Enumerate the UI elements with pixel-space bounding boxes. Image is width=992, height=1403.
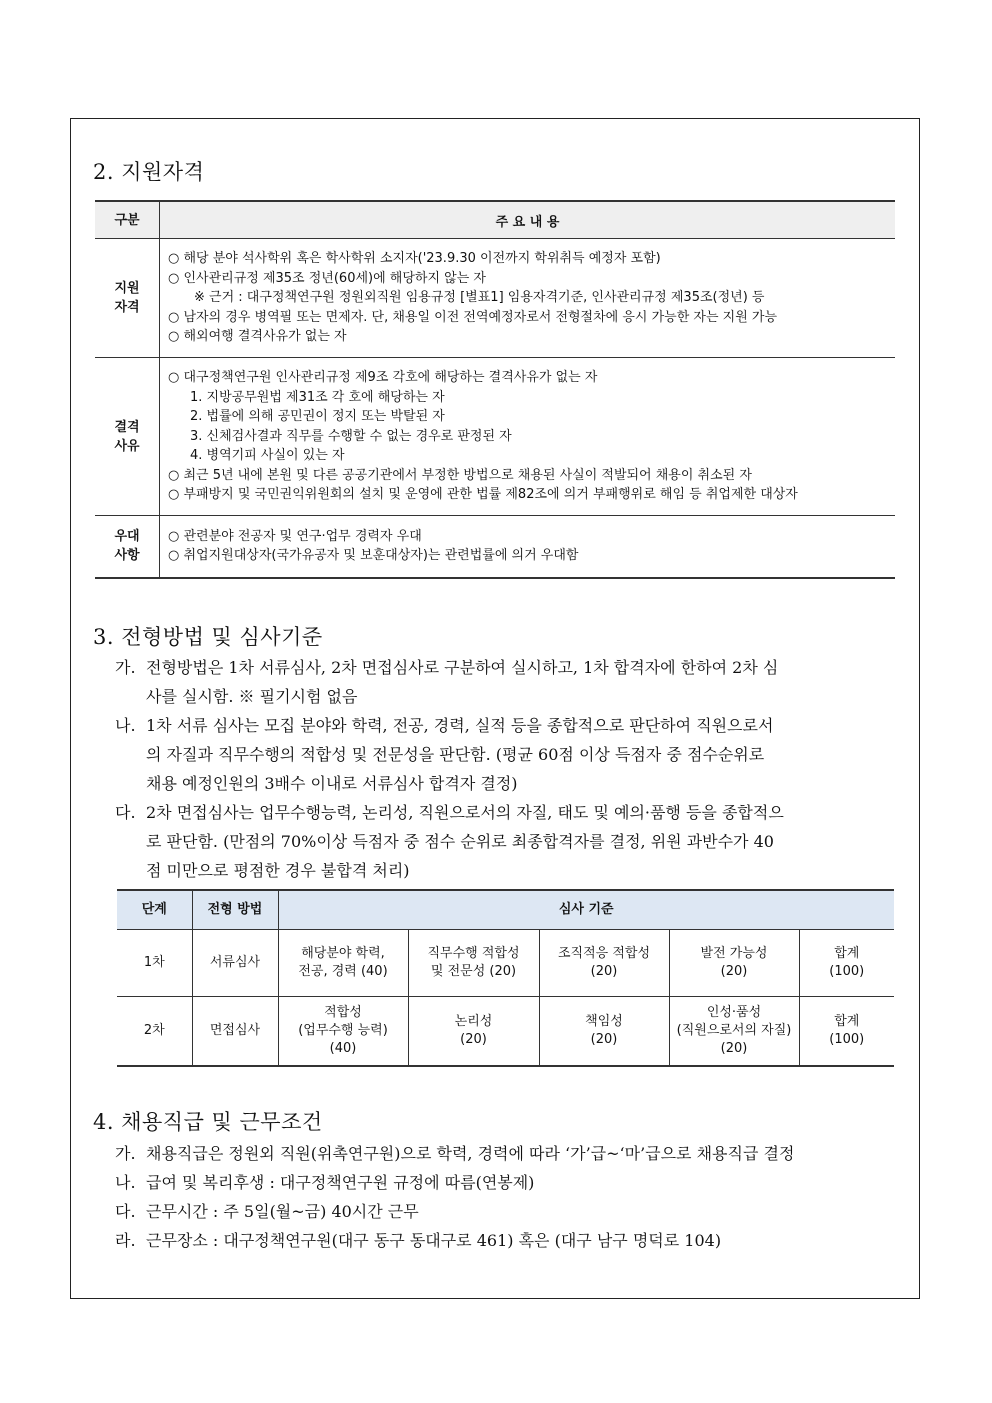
qualification-items [160, 239, 896, 358]
qualification-header-row [95, 201, 895, 239]
criteria-body [117, 930, 894, 1066]
criteria-method: 면접심사 [192, 997, 278, 1066]
condition-text: 채용직급은 정원외 직원(위촉연구원)으로 학력, 경력에 따라 ‘가’급~‘마’급으로 채용직급 결정 [146, 1144, 795, 1163]
criteria-cell [799, 997, 894, 1066]
criteria-cell-line: 조직적응 적합성 [557, 946, 651, 961]
criteria-cell-line: 전공, 경력 (40) [298, 964, 388, 979]
paragraph-line [115, 653, 895, 682]
criteria-header-method: 전형 방법 [192, 890, 278, 930]
qualification-item: ○ 관련분야 전공자 및 연구·업무 경력자 우대 [168, 528, 422, 544]
criteria-cell-line: 발전 가능성 [700, 946, 768, 961]
criteria-cell-line: 논리성 [454, 1013, 493, 1029]
criteria-row [117, 997, 894, 1066]
header-content: 주 요 내 용 [160, 201, 896, 239]
qualification-row [95, 239, 895, 358]
criteria-cell [408, 930, 539, 997]
criteria-cell-line: (40) [329, 1040, 357, 1056]
criteria-cell-line: (20) [720, 1040, 748, 1056]
qualification-item: ※ 근거 : 대구정책연구원 정원외직원 임용규정 [별표1] 임용자격기준, 인사관리규정 제35조(정년) 등 [194, 290, 765, 306]
criteria-cell [278, 997, 408, 1066]
section-2-title: 2. 지원자격 [93, 160, 205, 184]
paragraph-continuation: 채용 예정인원의 3배수 이내로 서류심사 합격자 결정) [146, 774, 518, 793]
condition-marker: 나. [115, 1173, 136, 1192]
criteria-cell [669, 930, 799, 997]
qualification-item: ○ 취업지원대상자(국가유공자 및 보훈대상자)는 관련법률에 의거 우대함 [168, 548, 579, 564]
qualification-body [95, 239, 895, 578]
header-category: 구분 [95, 201, 160, 239]
criteria-cell [539, 997, 669, 1066]
qualification-items [160, 358, 896, 516]
condition-text: 근무시간 : 주 5일(월~금) 40시간 근무 [146, 1202, 419, 1221]
section-4-items [115, 1139, 895, 1255]
qualification-item: 1. 지방공무원법 제31조 각 호에 해당하는 자 [190, 389, 445, 405]
criteria-cell-line: (직원으로서의 자질) [676, 1022, 792, 1038]
qualification-item: ○ 남자의 경우 병역필 또는 면제자. 단, 채용일 이전 전역예정자로서 전형절차에 응시 가능한 자는 지원 가능 [168, 309, 778, 325]
condition-marker: 라. [115, 1231, 136, 1250]
qualification-item: ○ 해당 분야 석사학위 혹은 학사학위 소지자('23.9.30 이전까지 학위취득 예정자 포함) [168, 251, 661, 267]
criteria-cell-line: 합계 [834, 1013, 860, 1029]
paragraph-text: 전형방법은 1차 서류심사, 2차 면접심사로 구분하여 실시하고, 1차 합격자에 한하여 2차 심 [146, 658, 779, 677]
criteria-cell-line: 및 전문성 (20) [430, 964, 517, 979]
criteria-cell-line: (20) [460, 1031, 487, 1047]
qualification-items [160, 516, 896, 578]
criteria-cell [539, 930, 669, 997]
qualification-item: ○ 해외여행 결격사유가 없는 자 [168, 329, 347, 345]
paragraph-line [115, 711, 895, 740]
criteria-cell-line: (100) [829, 964, 865, 979]
paragraph-marker: 다. [115, 803, 136, 822]
qualification-category [95, 239, 160, 358]
criteria-cell-line: (업무수행 능력) [298, 1022, 388, 1038]
criteria-header-criteria: 심사 기준 [278, 890, 894, 930]
qualification-item: 2. 법률에 의해 공민권이 정지 또는 박탈된 자 [190, 409, 445, 425]
paragraph-continuation: 사를 실시함. ※ 필기시험 없음 [146, 687, 358, 706]
criteria-stage: 2차 [117, 997, 192, 1066]
criteria-table [117, 889, 894, 1067]
criteria-cell-line: 인성·품성 [706, 1004, 762, 1020]
criteria-cell-line: 적합성 [324, 1004, 362, 1020]
condition-line [115, 1197, 895, 1226]
category-label-line: 우대 [114, 529, 140, 545]
qualification-row [95, 358, 895, 516]
criteria-cell-line: 직무수행 적합성 [427, 946, 520, 961]
criteria-header-stage: 단계 [117, 890, 192, 930]
section-3-title: 3. 전형방법 및 심사기준 [93, 625, 323, 649]
criteria-cell [669, 997, 799, 1066]
criteria-method: 서류심사 [192, 930, 278, 997]
criteria-stage: 1차 [117, 930, 192, 997]
qualification-category [95, 516, 160, 578]
condition-marker: 다. [115, 1202, 136, 1221]
category-label-line: 사항 [114, 548, 140, 564]
qualification-item: ○ 최근 5년 내에 본원 및 다른 공공기관에서 부정한 방법으로 채용된 사실이 적발되어 채용이 취소된 자 [168, 467, 752, 483]
category-label-line: 자격 [114, 300, 140, 315]
paragraph-continuation: 의 자질과 직무수행의 적합성 및 전문성을 판단함. (평균 60점 이상 득점자 중 점수순위로 [146, 745, 765, 764]
qualification-table [95, 200, 895, 579]
qualification-row [95, 516, 895, 578]
condition-text: 급여 및 복리후생 : 대구정책연구원 규정에 따름(연봉제) [146, 1173, 535, 1192]
section-4-title: 4. 채용직급 및 근무조건 [93, 1110, 323, 1134]
criteria-cell-line: (20) [590, 1031, 618, 1047]
category-label-line: 결격 [114, 419, 140, 435]
qualification-item: ○ 부패방지 및 국민권익위원회의 설치 및 운영에 관한 법률 제82조에 의거 부패행위로 해임 등 취업제한 대상자 [168, 487, 798, 503]
criteria-cell-line: (20) [720, 964, 748, 979]
criteria-cell-line: (100) [829, 1031, 865, 1047]
qualification-item: 4. 병역기피 사실이 있는 자 [190, 448, 345, 464]
qualification-category [95, 358, 160, 516]
criteria-cell [408, 997, 539, 1066]
category-label-line: 사유 [114, 438, 140, 454]
section-3-paragraphs [115, 653, 895, 885]
condition-line [115, 1139, 895, 1168]
category-label-line: 지원 [114, 281, 140, 296]
condition-line [115, 1168, 895, 1197]
criteria-row [117, 930, 894, 997]
condition-marker: 가. [115, 1144, 136, 1163]
criteria-cell-line: (20) [590, 964, 618, 979]
paragraph-marker: 가. [115, 658, 136, 677]
criteria-cell [278, 930, 408, 997]
paragraph-continuation: 점 미만으로 평점한 경우 불합격 처리) [146, 861, 410, 880]
paragraph-continuation: 로 판단함. (만점의 70%이상 득점자 중 점수 순위로 최종합격자를 결정, 위원 과반수가 40 [146, 832, 774, 851]
criteria-cell-line: 해당분야 학력, [301, 946, 385, 961]
paragraph-text: 1차 서류 심사는 모집 분야와 학력, 전공, 경력, 실적 등을 종합적으로 판단하여 직원으로서 [146, 716, 774, 735]
criteria-header-row [117, 890, 894, 930]
criteria-cell-line: 책임성 [585, 1013, 623, 1029]
criteria-cell [799, 930, 894, 997]
qualification-item: ○ 대구정책연구원 인사관리규정 제9조 각호에 해당하는 결격사유가 없는 자 [168, 370, 598, 386]
paragraph-text: 2차 면접심사는 업무수행능력, 논리성, 직원으로서의 자질, 태도 및 예의·품행 등을 종합적으 [146, 803, 784, 822]
condition-line [115, 1226, 895, 1255]
qualification-item: 3. 신체검사결과 직무를 수행할 수 없는 경우로 판정된 자 [190, 428, 512, 444]
condition-text: 근무장소 : 대구정책연구원(대구 동구 동대구로 461) 혹은 (대구 남구 명덕로 104) [146, 1231, 722, 1250]
paragraph-line [115, 798, 895, 827]
criteria-cell-line: 합계 [834, 946, 860, 961]
qualification-item: ○ 인사관리규정 제35조 정년(60세)에 해당하지 않는 자 [168, 270, 486, 286]
paragraph-marker: 나. [115, 716, 136, 735]
